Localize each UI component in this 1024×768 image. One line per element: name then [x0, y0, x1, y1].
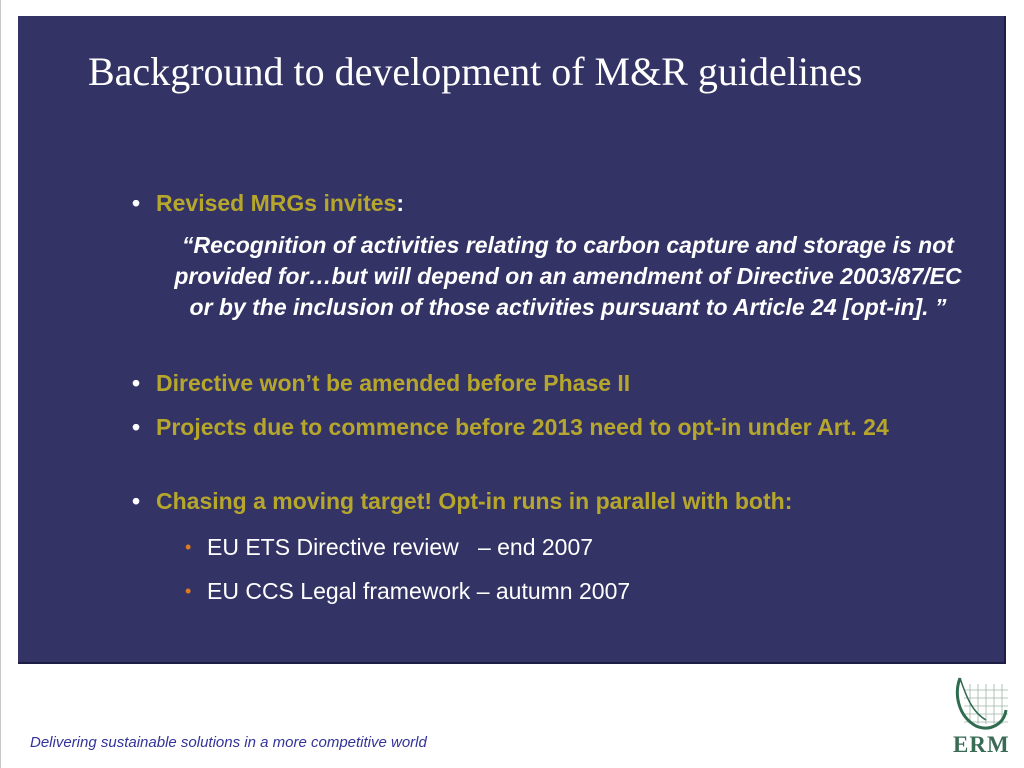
bullet-dot-icon: •: [132, 190, 141, 216]
sub-bullet-label: EU CCS Legal framework – autumn 2007: [207, 578, 631, 604]
bullet-directive-amendment: [132, 368, 631, 398]
bullet-label: Projects due to commence before 2013 need to opt-in under Art. 24: [156, 414, 889, 440]
bullet-dot-icon: •: [132, 414, 141, 440]
sub-bullet-ccs-framework: [185, 576, 631, 606]
quote-text: Recognition of activities relating to carbon capture and storage is not provided for…but will depend on an amendment of Directive 2003/87/EC or by the inclusion of those activities pursuant to Article 24 [opt-in].: [174, 232, 962, 320]
left-edge-rule: [0, 0, 1, 768]
bullet-label: Directive won’t be amended before Phase II: [156, 370, 631, 396]
bullet-label: Revised MRGs invites: [156, 190, 397, 216]
sub-bullet-ets-review: [185, 532, 594, 562]
sub-bullet-dot-icon: •: [185, 537, 192, 557]
bullet-moving-target: [132, 486, 793, 516]
erm-logo-text: ERM: [953, 732, 1010, 757]
bullet-projects-opt-in: [132, 412, 976, 442]
bullet-dot-icon: •: [132, 370, 141, 396]
bullet-label: Chasing a moving target! Opt-in runs in parallel with both:: [156, 488, 793, 514]
quote-open-mark: “: [182, 232, 194, 258]
bullet-revised-mrgs: [132, 188, 404, 218]
bullet-colon: :: [396, 190, 404, 216]
quoted-passage: [164, 230, 972, 323]
bullet-dot-icon: •: [132, 488, 141, 514]
quote-close-mark: ”: [928, 294, 947, 320]
footer-tagline: Delivering sustainable solutions in a more competitive world: [30, 734, 427, 751]
slide-panel: [18, 16, 1006, 664]
sub-bullet-label: EU ETS Directive review – end 2007: [207, 534, 594, 560]
slide-title: Background to development of M&R guidelines: [88, 49, 863, 94]
sub-bullet-dot-icon: •: [185, 581, 192, 601]
